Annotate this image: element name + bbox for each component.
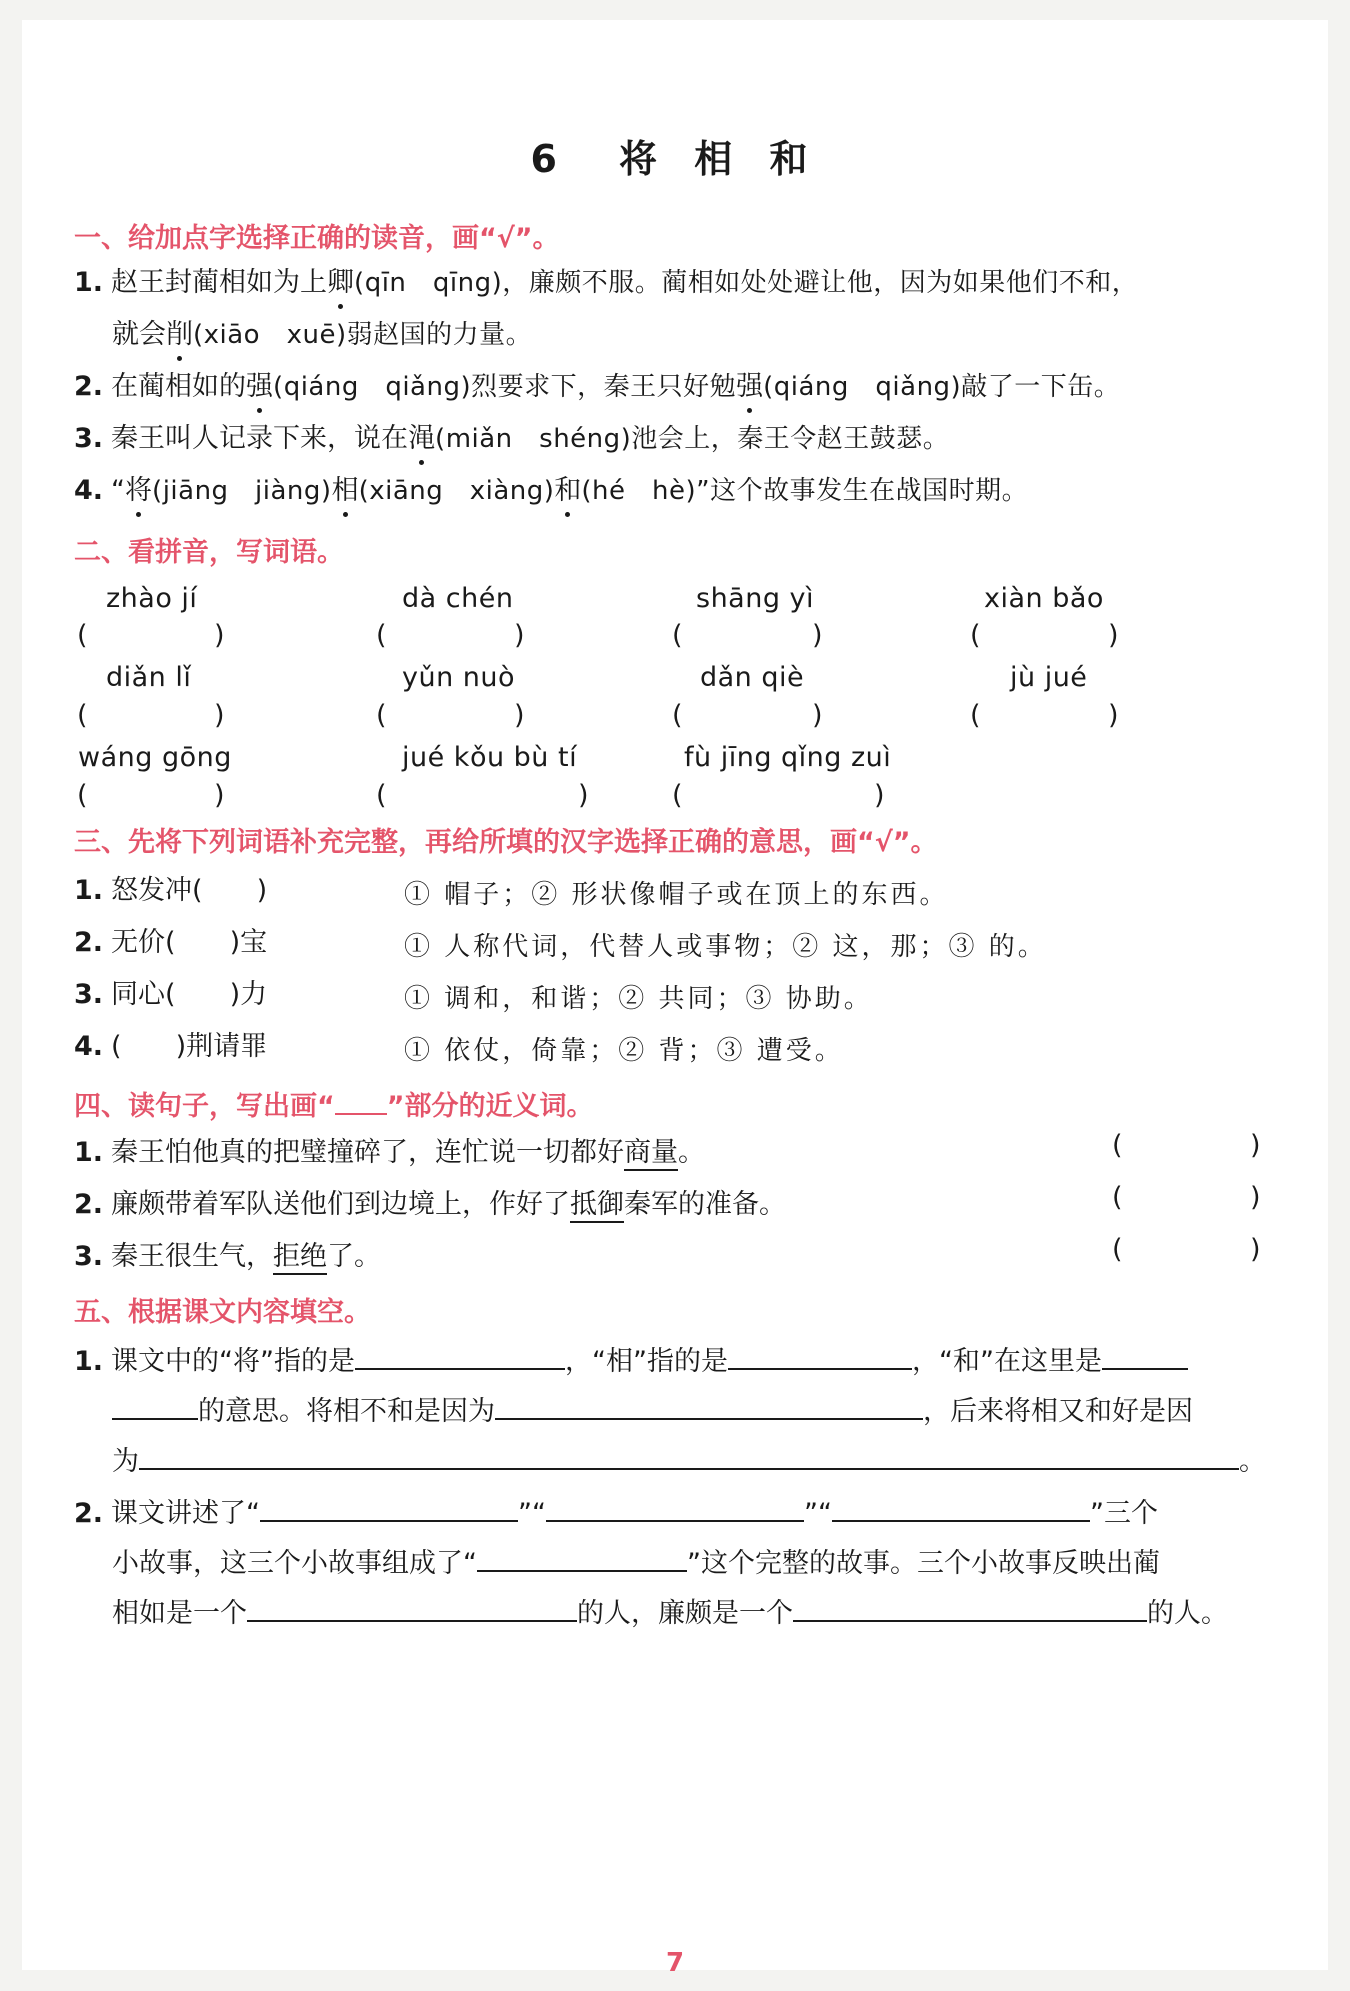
fill-blank[interactable] xyxy=(112,1392,198,1420)
underlined-word: 抵御 xyxy=(570,1189,624,1223)
section-1-heading: 一、给加点字选择正确的读音，画“√”。 xyxy=(74,223,560,254)
pinyin-item: jué kǒu bù tí xyxy=(402,742,578,773)
question-number: 3. xyxy=(74,423,104,454)
dotted-char: 相 xyxy=(332,472,359,510)
answer-bracket-open: ( xyxy=(376,780,387,811)
question-number: 1. xyxy=(74,1346,104,1377)
answer-bracket-open: ( xyxy=(970,700,981,731)
s5-question-2-cont: 小故事，这三个小故事组成了“ ”这个完整的故事。三个小故事反映出蔺 xyxy=(112,1544,1160,1583)
answer-bracket-open: ( xyxy=(1112,1182,1123,1213)
answer-bracket-open: ( xyxy=(77,620,88,651)
s3-meaning: ① 帽子；② 形状像帽子或在顶上的东西。 xyxy=(404,880,949,910)
fill-blank[interactable] xyxy=(728,1342,912,1370)
pinyin-item: yǔn nuò xyxy=(402,662,516,693)
s3-meaning: ① 人称代词，代替人或事物；② 这，那；③ 的。 xyxy=(404,932,1047,962)
answer-bracket-close: ) xyxy=(812,620,823,651)
answer-bracket-close: ) xyxy=(874,780,885,811)
underline-sample xyxy=(335,1087,387,1115)
answer-bracket-open: ( xyxy=(970,620,981,651)
answer-bracket-close: ) xyxy=(214,700,225,731)
s3-item: 3. 同心( )力 xyxy=(74,979,268,1010)
question-number: 4. xyxy=(74,475,104,506)
fill-blank[interactable] xyxy=(477,1544,687,1572)
question-number: 2. xyxy=(74,371,104,402)
section-3-heading: 三、先将下列词语补充完整，再给所填的汉字选择正确的意思，画“√”。 xyxy=(74,827,938,858)
s5-question-1-cont2: 为 。 xyxy=(112,1442,1266,1481)
underlined-word: 拒绝 xyxy=(273,1241,327,1275)
fill-blank[interactable] xyxy=(260,1494,518,1522)
question-number: 1. xyxy=(74,267,104,298)
dotted-char: 削 xyxy=(166,316,193,354)
pinyin-item: shāng yì xyxy=(696,583,815,614)
fill-blank[interactable] xyxy=(793,1594,1147,1622)
dotted-char: 和 xyxy=(554,472,581,510)
question-number: 2. xyxy=(74,1189,104,1220)
section-4-heading: 四、读句子，写出画“ ”部分的近义词。 xyxy=(74,1084,594,1123)
pinyin-item: zhào jí xyxy=(106,583,198,614)
question-number: 1. xyxy=(74,1137,104,1168)
s1-question-2: 2. 在蔺相如的强(qiáng qiǎng)烈要求下，秦王只好勉强(qiáng qiǎng)敲了一下缶。 xyxy=(74,368,1120,406)
section-5-heading: 五、根据课文内容填空。 xyxy=(74,1297,371,1328)
s1-question-3: 3. 秦王叫人记录下来，说在渑(miǎn shéng)池会上，秦王令赵王鼓瑟。 xyxy=(74,420,949,458)
answer-bracket-open: ( xyxy=(376,700,387,731)
s5-question-1: 1. 课文中的“将”指的是 ，“相”指的是 ，“和”在这里是 xyxy=(74,1342,1188,1381)
question-number: 1. xyxy=(74,875,104,906)
dotted-char: 强 xyxy=(246,368,273,406)
pinyin-item: dǎn qiè xyxy=(700,662,805,693)
underlined-word: 商量 xyxy=(624,1137,678,1171)
pinyin-item: jù jué xyxy=(1010,662,1088,693)
fill-blank[interactable] xyxy=(1102,1342,1188,1370)
s1-question-1: 1. 赵王封蔺相如为上卿(qīn qīng)，廉颇不服。蔺相如处处避让他，因为如果他们不和， xyxy=(74,264,1138,302)
pinyin-item: diǎn lǐ xyxy=(106,662,192,693)
s3-item: 4. ( )荆请罪 xyxy=(74,1031,268,1062)
s4-item: 2. 廉颇带着军队送他们到边境上，作好了抵御秦军的准备。 xyxy=(74,1186,786,1224)
question-number: 3. xyxy=(74,979,104,1010)
section-2-heading: 二、看拼音，写词语。 xyxy=(74,537,344,568)
s1-question-4: 4. “将(jiāng jiàng)相(xiāng xiàng)和(hé hè)”这个故事发生在战国时期。 xyxy=(74,472,1028,510)
s5-question-1-cont: 的意思。将相不和是因为 ，后来将相又和好是因 xyxy=(112,1392,1193,1431)
answer-bracket-close: ) xyxy=(1108,700,1119,731)
s4-item: 3. 秦王很生气，拒绝了。 xyxy=(74,1238,381,1276)
answer-bracket-close: ) xyxy=(812,700,823,731)
question-number: 4. xyxy=(74,1031,104,1062)
answer-bracket-open: ( xyxy=(672,620,683,651)
pinyin-item: wáng gōng xyxy=(78,742,232,773)
dotted-char: 渑 xyxy=(408,420,435,458)
worksheet-page xyxy=(22,20,1328,1978)
answer-bracket-close: ) xyxy=(1250,1182,1261,1213)
fill-blank[interactable] xyxy=(546,1494,804,1522)
fill-blank[interactable] xyxy=(247,1594,577,1622)
s3-meaning: ① 调和，和谐；② 共同；③ 协助。 xyxy=(404,984,873,1014)
s3-item: 1. 怒发冲( ) xyxy=(74,875,268,906)
page-number: 7 xyxy=(665,1948,685,1978)
page-title: 6 将 相 和 xyxy=(530,137,820,181)
s5-question-2: 2. 课文讲述了“ ”“ ”“ ”三个 xyxy=(74,1494,1158,1533)
dotted-char: 卿 xyxy=(327,264,354,302)
pinyin-item: fù jīng qǐng zuì xyxy=(684,742,892,773)
answer-bracket-close: ) xyxy=(214,620,225,651)
pinyin-item: xiàn bǎo xyxy=(984,583,1104,614)
dotted-char: 强 xyxy=(736,368,763,406)
fill-blank[interactable] xyxy=(832,1494,1090,1522)
answer-bracket-close: ) xyxy=(214,780,225,811)
s3-item: 2. 无价( )宝 xyxy=(74,927,268,958)
dotted-char: 将 xyxy=(125,472,152,510)
answer-bracket-open: ( xyxy=(1112,1234,1123,1265)
s1-question-1-cont: 就会削(xiāo xuē)弱赵国的力量。 xyxy=(112,316,532,354)
question-number: 2. xyxy=(74,1498,104,1529)
answer-bracket-open: ( xyxy=(77,700,88,731)
answer-bracket-open: ( xyxy=(1112,1130,1123,1161)
fill-blank[interactable] xyxy=(355,1342,565,1370)
fill-blank[interactable] xyxy=(139,1442,1239,1470)
pinyin-item: dà chén xyxy=(402,583,514,614)
question-number: 2. xyxy=(74,927,104,958)
answer-bracket-close: ) xyxy=(514,620,525,651)
s4-item: 1. 秦王怕他真的把璧撞碎了，连忙说一切都好商量。 xyxy=(74,1134,705,1172)
answer-bracket-close: ) xyxy=(578,780,589,811)
s3-meaning: ① 依仗，倚靠；② 背；③ 遭受。 xyxy=(404,1036,844,1066)
answer-bracket-open: ( xyxy=(77,780,88,811)
answer-bracket-close: ) xyxy=(514,700,525,731)
answer-bracket-close: ) xyxy=(1250,1130,1261,1161)
s5-question-2-cont2: 相如是一个 的人，廉颇是一个 的人。 xyxy=(112,1594,1228,1633)
answer-bracket-open: ( xyxy=(376,620,387,651)
question-number: 3. xyxy=(74,1241,104,1272)
answer-bracket-close: ) xyxy=(1250,1234,1261,1265)
answer-bracket-close: ) xyxy=(1108,620,1119,651)
answer-bracket-open: ( xyxy=(672,700,683,731)
fill-blank[interactable] xyxy=(495,1392,923,1420)
answer-bracket-open: ( xyxy=(672,780,683,811)
